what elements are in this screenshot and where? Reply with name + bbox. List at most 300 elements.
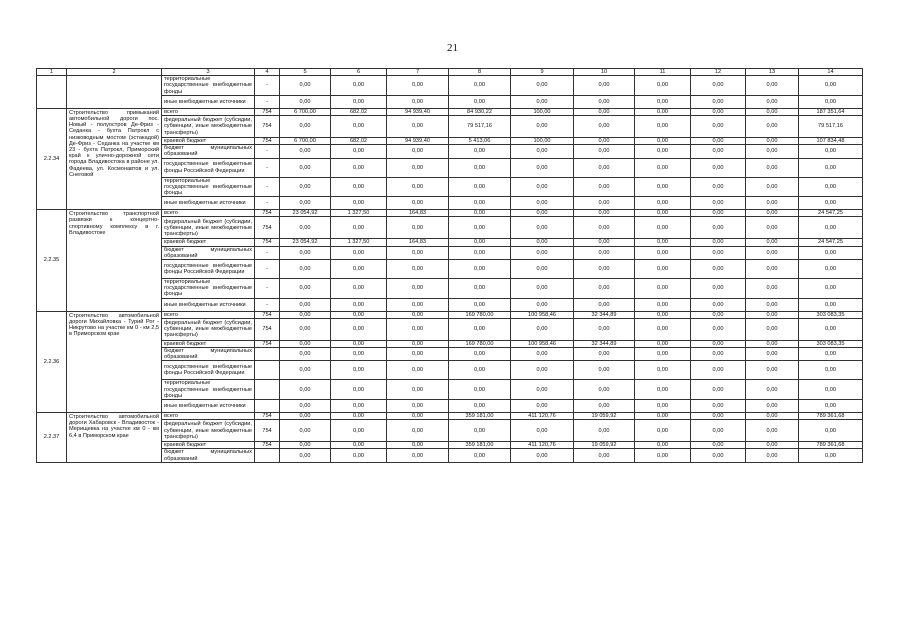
budget-code-cell: - (255, 95, 280, 108)
amount-cell: 0,00 (280, 197, 331, 210)
item-number-cell: 2.2.36 (37, 311, 67, 412)
funding-source-cell: иные внебюджетные источники (162, 400, 255, 413)
amount-cell: 0,00 (331, 116, 387, 138)
amount-cell: 0,00 (799, 380, 863, 400)
budget-code-cell: 754 (255, 210, 280, 217)
amount-cell: 0,00 (746, 246, 799, 259)
amount-cell: 0,00 (449, 145, 511, 158)
amount-cell: 0,00 (449, 210, 511, 217)
amount-cell: 0,00 (280, 246, 331, 259)
amount-cell: 0,00 (331, 442, 387, 449)
amount-cell: 0,00 (449, 348, 511, 361)
amount-cell: 0,00 (574, 217, 635, 239)
column-number-cell: 5 (280, 69, 331, 76)
item-number-cell: 2.2.34 (37, 108, 67, 209)
amount-cell: 0,00 (691, 116, 746, 138)
funding-source-cell: краевой бюджет (162, 239, 255, 246)
amount-cell: 0,00 (387, 380, 449, 400)
amount-cell: 100,00 (511, 138, 574, 145)
amount-cell: 0,00 (691, 348, 746, 361)
amount-cell: 0,00 (691, 246, 746, 259)
amount-cell: 0,00 (635, 217, 691, 239)
column-number-cell: 3 (162, 69, 255, 76)
amount-cell: 0,00 (387, 279, 449, 299)
item-name-cell: Строительство примыканий автомобильной дороги пос. Новый - полуостров Де-Фриз - Седанка - бухта Патрокл с низководным мостом (эстакадой) Де-Фриз - Седанка на участке км 23 - бухта Патрокл, Приморский край к улично-дорожной сети города Владивостока в районе ул. Фадеева, ул. Космонавтов и ул. Снеговой (67, 108, 162, 209)
amount-cell: 0,00 (511, 145, 574, 158)
column-number-cell: 14 (799, 69, 863, 76)
amount-cell: 0,00 (746, 108, 799, 115)
amount-cell: 789 361,68 (799, 442, 863, 449)
item-number-cell: 2.2.37 (37, 413, 67, 463)
amount-cell: 0,00 (691, 413, 746, 420)
amount-cell: 0,00 (387, 95, 449, 108)
amount-cell: 0,00 (511, 380, 574, 400)
amount-cell: 0,00 (691, 260, 746, 279)
amount-cell: 0,00 (387, 145, 449, 158)
amount-cell: 0,00 (387, 246, 449, 259)
amount-cell: 0,00 (280, 449, 331, 462)
amount-cell: 303 083,35 (799, 311, 863, 318)
amount-cell: 0,00 (387, 361, 449, 380)
amount-cell: 0,00 (449, 76, 511, 96)
amount-cell: 32 344,89 (574, 311, 635, 318)
amount-cell: 0,00 (574, 95, 635, 108)
amount-cell: 0,00 (280, 420, 331, 442)
amount-cell: 0,00 (691, 197, 746, 210)
funding-source-cell: краевой бюджет (162, 138, 255, 145)
amount-cell: 0,00 (511, 420, 574, 442)
amount-cell: 0,00 (387, 76, 449, 96)
amount-cell: 0,00 (331, 348, 387, 361)
amount-cell: 0,00 (691, 158, 746, 177)
amount-cell: 0,00 (746, 158, 799, 177)
amount-cell: 359 181,00 (449, 413, 511, 420)
amount-cell: 0,00 (574, 400, 635, 413)
amount-cell: 0,00 (635, 95, 691, 108)
amount-cell: 0,00 (746, 318, 799, 340)
amount-cell: 789 361,68 (799, 413, 863, 420)
amount-cell: 0,00 (511, 279, 574, 299)
budget-code-cell (255, 348, 280, 361)
column-number-cell: 9 (511, 69, 574, 76)
amount-cell: 0,00 (746, 400, 799, 413)
budget-code-cell: - (255, 197, 280, 210)
amount-cell: 0,00 (746, 197, 799, 210)
amount-cell: 0,00 (331, 420, 387, 442)
amount-cell: 0,00 (746, 145, 799, 158)
amount-cell: 0,00 (574, 76, 635, 96)
budget-code-cell: - (255, 76, 280, 96)
amount-cell: 0,00 (331, 217, 387, 239)
amount-cell: 0,00 (746, 116, 799, 138)
amount-cell: 0,00 (574, 380, 635, 400)
amount-cell: 0,00 (691, 239, 746, 246)
amount-cell: 0,00 (387, 318, 449, 340)
amount-cell: 0,00 (511, 246, 574, 259)
amount-cell: 0,00 (511, 116, 574, 138)
amount-cell: 0,00 (387, 442, 449, 449)
amount-cell: 0,00 (691, 95, 746, 108)
amount-cell: 0,00 (635, 246, 691, 259)
amount-cell: 0,00 (449, 380, 511, 400)
amount-cell: 0,00 (574, 298, 635, 311)
amount-cell: 84 930,22 (449, 108, 511, 115)
funding-source-cell: всего (162, 413, 255, 420)
column-number-cell: 6 (331, 69, 387, 76)
amount-cell: 0,00 (387, 116, 449, 138)
amount-cell: 0,00 (280, 380, 331, 400)
amount-cell: 0,00 (799, 318, 863, 340)
amount-cell: 0,00 (511, 210, 574, 217)
amount-cell: 0,00 (331, 361, 387, 380)
column-number-cell: 2 (67, 69, 162, 76)
amount-cell: 0,00 (449, 158, 511, 177)
table-row (37, 311, 863, 318)
amount-cell: 0,00 (691, 361, 746, 380)
amount-cell: 0,00 (511, 217, 574, 239)
amount-cell: 0,00 (691, 108, 746, 115)
amount-cell: 169 780,00 (449, 311, 511, 318)
budget-code-cell (255, 361, 280, 380)
budget-code-cell (255, 380, 280, 400)
budget-code-cell: 754 (255, 217, 280, 239)
funding-source-cell: федеральный бюджет (субсидии, субвенции, иные межбюджетные трансферты) (162, 116, 255, 138)
budget-code-cell: - (255, 177, 280, 197)
amount-cell: 0,00 (635, 260, 691, 279)
amount-cell: 0,00 (799, 361, 863, 380)
amount-cell: 0,00 (635, 311, 691, 318)
amount-cell: 0,00 (635, 400, 691, 413)
amount-cell: 0,00 (691, 380, 746, 400)
amount-cell: 303 083,35 (799, 340, 863, 347)
amount-cell: 0,00 (449, 95, 511, 108)
amount-cell: 0,00 (331, 400, 387, 413)
amount-cell: 0,00 (331, 76, 387, 96)
amount-cell: 0,00 (746, 279, 799, 299)
amount-cell: 0,00 (511, 361, 574, 380)
amount-cell: 0,00 (331, 246, 387, 259)
amount-cell: 0,00 (746, 298, 799, 311)
budget-table (36, 68, 863, 463)
budget-code-cell: 754 (255, 108, 280, 115)
amount-cell: 0,00 (449, 197, 511, 210)
amount-cell: 0,00 (574, 116, 635, 138)
amount-cell: 0,00 (635, 177, 691, 197)
amount-cell: 100 958,46 (511, 340, 574, 347)
budget-code-cell: 754 (255, 420, 280, 442)
amount-cell: 0,00 (691, 177, 746, 197)
table-row (37, 413, 863, 420)
amount-cell: 0,00 (635, 298, 691, 311)
amount-cell: 0,00 (511, 177, 574, 197)
amount-cell: 0,00 (574, 138, 635, 145)
amount-cell: 0,00 (799, 95, 863, 108)
amount-cell: 0,00 (387, 400, 449, 413)
amount-cell: 0,00 (387, 348, 449, 361)
amount-cell: 0,00 (799, 420, 863, 442)
amount-cell: 0,00 (280, 116, 331, 138)
amount-cell: 0,00 (449, 279, 511, 299)
amount-cell: 0,00 (449, 449, 511, 462)
amount-cell: 0,00 (691, 400, 746, 413)
amount-cell: 0,00 (574, 197, 635, 210)
amount-cell: 0,00 (691, 442, 746, 449)
budget-code-cell: 754 (255, 239, 280, 246)
amount-cell: 411 120,76 (511, 442, 574, 449)
funding-source-cell: краевой бюджет (162, 442, 255, 449)
budget-code-cell: 754 (255, 138, 280, 145)
amount-cell: 0,00 (387, 449, 449, 462)
budget-code-cell: - (255, 145, 280, 158)
column-number-cell: 4 (255, 69, 280, 76)
amount-cell: 0,00 (799, 217, 863, 239)
amount-cell: 0,00 (387, 413, 449, 420)
amount-cell: 0,00 (746, 210, 799, 217)
amount-cell: 0,00 (746, 217, 799, 239)
amount-cell: 0,00 (511, 76, 574, 96)
amount-cell: 0,00 (511, 158, 574, 177)
amount-cell: 0,00 (574, 361, 635, 380)
amount-cell: 0,00 (331, 177, 387, 197)
budget-code-cell: - (255, 279, 280, 299)
amount-cell: 19 059,92 (574, 413, 635, 420)
amount-cell: 0,00 (635, 420, 691, 442)
budget-code-cell (255, 449, 280, 462)
funding-source-cell: федеральный бюджет (субсидии, субвенции, иные межбюджетные трансферты) (162, 318, 255, 340)
budget-code-cell: - (255, 158, 280, 177)
amount-cell: 0,00 (331, 279, 387, 299)
amount-cell: 0,00 (331, 318, 387, 340)
amount-cell: 0,00 (799, 298, 863, 311)
amount-cell: 6 700,00 (280, 138, 331, 145)
amount-cell: 0,00 (746, 340, 799, 347)
amount-cell: 0,00 (280, 217, 331, 239)
amount-cell: 0,00 (574, 177, 635, 197)
amount-cell: 0,00 (635, 138, 691, 145)
amount-cell: 0,00 (746, 380, 799, 400)
amount-cell: 1 327,50 (331, 210, 387, 217)
amount-cell: 0,00 (387, 177, 449, 197)
amount-cell: 0,00 (799, 177, 863, 197)
amount-cell: 0,00 (635, 380, 691, 400)
amount-cell: 100 958,46 (511, 311, 574, 318)
funding-source-cell: иные внебюджетные источники (162, 298, 255, 311)
amount-cell: 0,00 (635, 449, 691, 462)
amount-cell: 682,02 (331, 108, 387, 115)
item-name-cell: Строительство автомобильной дороги Хабаровск - Владивосток - Мерищевка на участке км 0 - км 6,4 в Приморском крае (67, 413, 162, 463)
amount-cell: 169 780,00 (449, 340, 511, 347)
amount-cell: 0,00 (280, 158, 331, 177)
amount-cell: 0,00 (331, 449, 387, 462)
amount-cell: 0,00 (511, 197, 574, 210)
amount-cell: 0,00 (691, 340, 746, 347)
amount-cell: 0,00 (280, 311, 331, 318)
amount-cell: 411 120,76 (511, 413, 574, 420)
amount-cell: 0,00 (449, 177, 511, 197)
amount-cell: 0,00 (635, 158, 691, 177)
amount-cell: 0,00 (449, 217, 511, 239)
amount-cell: 0,00 (280, 361, 331, 380)
amount-cell: 0,00 (449, 318, 511, 340)
amount-cell: 0,00 (331, 158, 387, 177)
amount-cell: 0,00 (746, 348, 799, 361)
amount-cell: 0,00 (511, 400, 574, 413)
amount-cell: 0,00 (635, 348, 691, 361)
amount-cell: 0,00 (799, 348, 863, 361)
amount-cell: 0,00 (280, 400, 331, 413)
amount-cell: 0,00 (280, 95, 331, 108)
amount-cell: 0,00 (799, 158, 863, 177)
amount-cell: 0,00 (691, 420, 746, 442)
funding-source-cell: всего (162, 210, 255, 217)
amount-cell: 79 517,16 (449, 116, 511, 138)
amount-cell: 0,00 (635, 340, 691, 347)
column-number-cell: 11 (635, 69, 691, 76)
amount-cell: 0,00 (511, 348, 574, 361)
amount-cell: 0,00 (280, 340, 331, 347)
budget-code-cell (255, 400, 280, 413)
amount-cell: 0,00 (691, 217, 746, 239)
amount-cell: 0,00 (449, 361, 511, 380)
budget-code-cell: 754 (255, 311, 280, 318)
amount-cell: 79 517,16 (799, 116, 863, 138)
amount-cell: 0,00 (746, 311, 799, 318)
amount-cell: 0,00 (574, 348, 635, 361)
amount-cell: 94 939,40 (387, 138, 449, 145)
budget-code-cell: 754 (255, 413, 280, 420)
amount-cell: 0,00 (387, 420, 449, 442)
amount-cell: 0,00 (280, 413, 331, 420)
amount-cell: 0,00 (691, 449, 746, 462)
amount-cell: 0,00 (746, 177, 799, 197)
amount-cell: 0,00 (746, 442, 799, 449)
amount-cell: 0,00 (387, 260, 449, 279)
amount-cell: 0,00 (635, 442, 691, 449)
amount-cell: 0,00 (635, 116, 691, 138)
amount-cell: 0,00 (331, 413, 387, 420)
item-name-cell: Строительство автомобильной дороги Михайловка - Турий Рог - Никрутово на участке км 0 - км 2,5 в Приморском крае (67, 311, 162, 412)
amount-cell: 0,00 (331, 95, 387, 108)
amount-cell: 0,00 (280, 318, 331, 340)
funding-source-cell: государственные внебюджетные фонды Российской Федерации (162, 260, 255, 279)
amount-cell: 0,00 (691, 298, 746, 311)
amount-cell: 0,00 (574, 260, 635, 279)
amount-cell: 0,00 (280, 177, 331, 197)
budget-code-cell: - (255, 246, 280, 259)
amount-cell: 19 059,92 (574, 442, 635, 449)
amount-cell: 0,00 (574, 108, 635, 115)
funding-source-cell: территориальные государственные внебюджетные фонды (162, 177, 255, 197)
amount-cell: 0,00 (331, 260, 387, 279)
funding-source-cell: иные внебюджетные источники (162, 95, 255, 108)
amount-cell: 32 344,89 (574, 340, 635, 347)
amount-cell: 0,00 (280, 76, 331, 96)
item-name-cell: Строительство транспортной развязки к концертно- спортивному комплексу в г. Владивостоке (67, 210, 162, 311)
item-number-cell: 2.2.35 (37, 210, 67, 311)
amount-cell: 0,00 (449, 239, 511, 246)
amount-cell: 0,00 (799, 279, 863, 299)
amount-cell: 0,00 (635, 210, 691, 217)
funding-source-cell: всего (162, 108, 255, 115)
amount-cell: 100,00 (511, 108, 574, 115)
column-number-row (37, 69, 863, 76)
amount-cell: 0,00 (799, 246, 863, 259)
amount-cell: 0,00 (449, 298, 511, 311)
amount-cell: 0,00 (331, 311, 387, 318)
amount-cell: 0,00 (280, 260, 331, 279)
amount-cell: 0,00 (387, 298, 449, 311)
amount-cell: 1 327,50 (331, 239, 387, 246)
funding-source-cell: федеральный бюджет (субсидии, субвенции, иные межбюджетные трансферты) (162, 217, 255, 239)
amount-cell: 94 939,40 (387, 108, 449, 115)
amount-cell: 0,00 (387, 158, 449, 177)
amount-cell: 0,00 (331, 380, 387, 400)
amount-cell: 0,00 (799, 145, 863, 158)
amount-cell: 0,00 (331, 298, 387, 311)
amount-cell: 0,00 (331, 340, 387, 347)
funding-source-cell: иные внебюджетные источники (162, 197, 255, 210)
budget-code-cell: 754 (255, 442, 280, 449)
amount-cell: 0,00 (746, 361, 799, 380)
amount-cell: 0,00 (574, 158, 635, 177)
column-number-cell: 7 (387, 69, 449, 76)
amount-cell: 0,00 (449, 246, 511, 259)
budget-code-cell: 754 (255, 116, 280, 138)
funding-source-cell: территориальные государственные внебюджетные фонды (162, 380, 255, 400)
amount-cell: 0,00 (746, 76, 799, 96)
amount-cell: 0,00 (691, 138, 746, 145)
amount-cell: 0,00 (635, 239, 691, 246)
amount-cell: 0,00 (511, 260, 574, 279)
table-row (37, 76, 863, 96)
amount-cell: 0,00 (635, 108, 691, 115)
amount-cell: 0,00 (746, 95, 799, 108)
budget-code-cell: - (255, 298, 280, 311)
amount-cell: 5 413,06 (449, 138, 511, 145)
amount-cell: 0,00 (511, 298, 574, 311)
amount-cell: 0,00 (799, 449, 863, 462)
amount-cell: 0,00 (511, 239, 574, 246)
amount-cell: 164,83 (387, 239, 449, 246)
funding-source-cell: бюджет муниципальных образований (162, 449, 255, 462)
amount-cell: 0,00 (746, 239, 799, 246)
amount-cell: 0,00 (635, 145, 691, 158)
amount-cell: 0,00 (280, 348, 331, 361)
table-row (37, 210, 863, 217)
amount-cell: 0,00 (574, 145, 635, 158)
amount-cell: 0,00 (574, 210, 635, 217)
amount-cell: 0,00 (280, 145, 331, 158)
funding-source-cell: всего (162, 311, 255, 318)
amount-cell: 0,00 (511, 318, 574, 340)
amount-cell: 0,00 (280, 298, 331, 311)
funding-source-cell: территориальные государственные внебюджетные фонды (162, 279, 255, 299)
funding-source-cell: федеральный бюджет (субсидии, субвенции, иные межбюджетные трансферты) (162, 420, 255, 442)
table-row (37, 108, 863, 115)
amount-cell: 107 834,48 (799, 138, 863, 145)
column-number-cell: 13 (746, 69, 799, 76)
amount-cell: 187 351,64 (799, 108, 863, 115)
column-number-cell: 10 (574, 69, 635, 76)
amount-cell: 0,00 (449, 400, 511, 413)
funding-source-cell: бюджет муниципальных образований (162, 348, 255, 361)
item-number-cell (37, 76, 67, 109)
amount-cell: 6 700,00 (280, 108, 331, 115)
amount-cell: 0,00 (635, 197, 691, 210)
budget-code-cell: 754 (255, 340, 280, 347)
amount-cell: 0,00 (691, 279, 746, 299)
funding-source-cell: государственные внебюджетные фонды Российской Федерации (162, 361, 255, 380)
